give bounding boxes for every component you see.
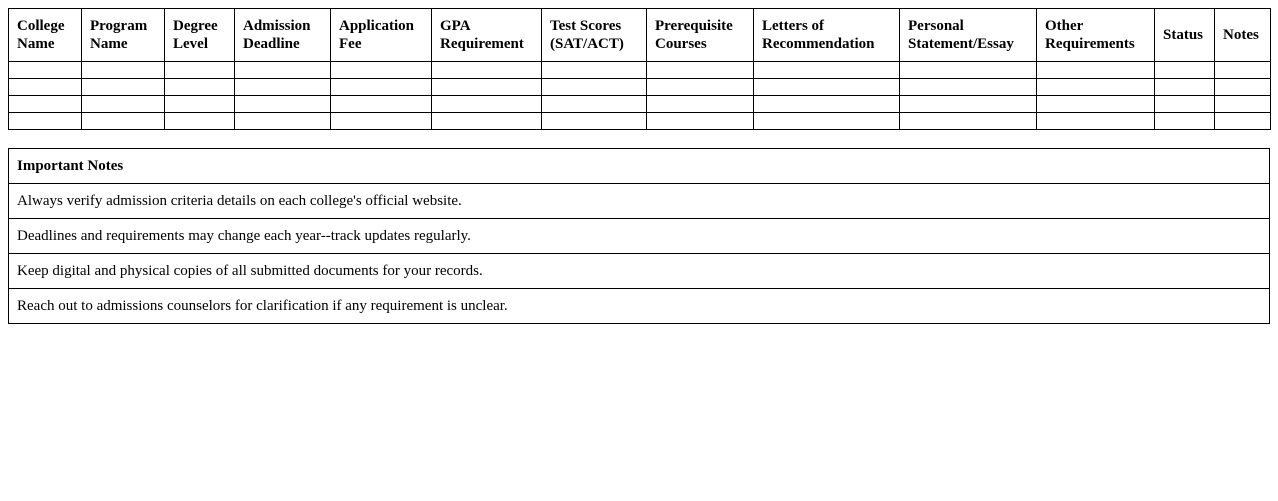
table-cell[interactable]	[235, 62, 331, 79]
column-header-other-requirements: Other Requirements	[1037, 9, 1155, 62]
table-row	[9, 62, 1271, 79]
table-cell[interactable]	[235, 79, 331, 96]
notes-header-row	[9, 149, 1270, 184]
table-cell[interactable]	[647, 96, 754, 113]
column-header-application-fee: Application Fee	[331, 9, 432, 62]
table-cell[interactable]	[82, 113, 165, 130]
table-cell[interactable]	[900, 79, 1037, 96]
note-item: Reach out to admissions counselors for clarification if any requirement is unclear.	[9, 289, 1270, 324]
table-cell[interactable]	[900, 62, 1037, 79]
table-cell[interactable]	[1215, 79, 1271, 96]
table-cell[interactable]	[1155, 62, 1215, 79]
table-cell[interactable]	[1037, 79, 1155, 96]
table-cell[interactable]	[542, 113, 647, 130]
note-item: Deadlines and requirements may change each year--track updates regularly.	[9, 219, 1270, 254]
table-cell[interactable]	[165, 79, 235, 96]
column-header-prerequisite-courses: Prerequisite Courses	[647, 9, 754, 62]
table-cell[interactable]	[1215, 113, 1271, 130]
table-cell[interactable]	[165, 96, 235, 113]
table-cell[interactable]	[1215, 62, 1271, 79]
admissions-tracker-table	[8, 8, 1271, 130]
note-row	[9, 219, 1270, 254]
table-body	[9, 62, 1271, 130]
table-cell[interactable]	[9, 113, 82, 130]
table-row	[9, 96, 1271, 113]
table-cell[interactable]	[432, 113, 542, 130]
table-cell[interactable]	[1155, 113, 1215, 130]
table-cell[interactable]	[82, 79, 165, 96]
note-row	[9, 184, 1270, 219]
table-cell[interactable]	[331, 62, 432, 79]
table-cell[interactable]	[82, 96, 165, 113]
column-header-admission-deadline: Admission Deadline	[235, 9, 331, 62]
column-header-test-scores: Test Scores (SAT/ACT)	[542, 9, 647, 62]
column-header-program-name: Program Name	[82, 9, 165, 62]
column-header-gpa-requirement: GPA Requirement	[432, 9, 542, 62]
column-header-letters-of-recommendation: Letters of Recommendation	[754, 9, 900, 62]
page	[8, 8, 1270, 324]
column-header-personal-statement: Personal Statement/Essay	[900, 9, 1037, 62]
table-cell[interactable]	[9, 62, 82, 79]
table-cell[interactable]	[235, 96, 331, 113]
table-cell[interactable]	[900, 113, 1037, 130]
table-cell[interactable]	[9, 79, 82, 96]
table-cell[interactable]	[432, 79, 542, 96]
table-header-row	[9, 9, 1271, 62]
table-cell[interactable]	[647, 113, 754, 130]
table-cell[interactable]	[165, 113, 235, 130]
table-cell[interactable]	[331, 79, 432, 96]
table-cell[interactable]	[754, 113, 900, 130]
notes-title: Important Notes	[9, 149, 1270, 184]
table-cell[interactable]	[235, 113, 331, 130]
note-item: Keep digital and physical copies of all submitted documents for your records.	[9, 254, 1270, 289]
table-cell[interactable]	[542, 96, 647, 113]
column-header-notes: Notes	[1215, 9, 1271, 62]
table-cell[interactable]	[432, 62, 542, 79]
table-cell[interactable]	[754, 79, 900, 96]
table-cell[interactable]	[1215, 96, 1271, 113]
column-header-status: Status	[1155, 9, 1215, 62]
table-cell[interactable]	[1155, 79, 1215, 96]
table-cell[interactable]	[1037, 113, 1155, 130]
table-cell[interactable]	[647, 79, 754, 96]
table-cell[interactable]	[542, 62, 647, 79]
table-cell[interactable]	[754, 62, 900, 79]
table-row	[9, 113, 1271, 130]
table-cell[interactable]	[331, 113, 432, 130]
table-cell[interactable]	[1155, 96, 1215, 113]
note-item: Always verify admission criteria details on each college's official website.	[9, 184, 1270, 219]
table-cell[interactable]	[647, 62, 754, 79]
table-cell[interactable]	[82, 62, 165, 79]
table-cell[interactable]	[1037, 62, 1155, 79]
table-cell[interactable]	[331, 96, 432, 113]
table-cell[interactable]	[754, 96, 900, 113]
table-cell[interactable]	[542, 79, 647, 96]
note-row	[9, 289, 1270, 324]
table-cell[interactable]	[900, 96, 1037, 113]
table-row	[9, 79, 1271, 96]
table-cell[interactable]	[1037, 96, 1155, 113]
table-cell[interactable]	[9, 96, 82, 113]
important-notes-table	[8, 148, 1270, 324]
table-cell[interactable]	[432, 96, 542, 113]
column-header-college-name: College Name	[9, 9, 82, 62]
table-cell[interactable]	[165, 62, 235, 79]
note-row	[9, 254, 1270, 289]
column-header-degree-level: Degree Level	[165, 9, 235, 62]
